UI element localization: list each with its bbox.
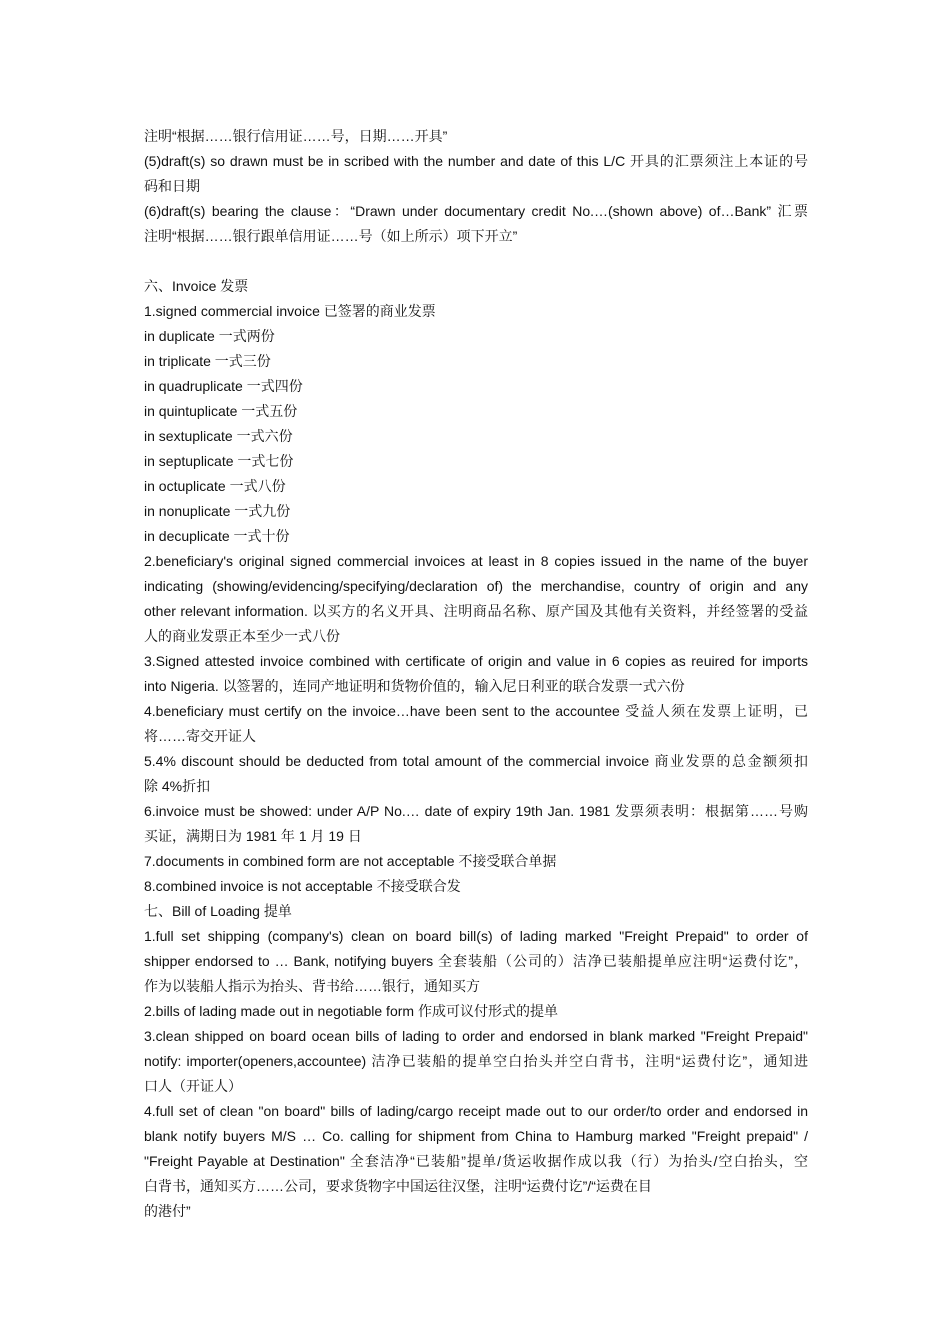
blank-line	[144, 249, 808, 274]
text-line: 2.beneficiary's original signed commercial invoices at least in 8 copies issued in the name of the buyer	[144, 553, 808, 569]
section-heading-invoice: 六、Invoice 发票	[144, 278, 249, 294]
text-line: 7.documents in combined form are not acceptable 不接受联合单据	[144, 853, 557, 869]
text-line: 码和日期	[144, 178, 200, 194]
text-line: 白背书，通知买方……公司，要求货物字中国运往汉堡，注明“运费付讫”/“运费在目	[144, 1178, 652, 1194]
list-item: in triplicate 一式三份	[144, 353, 271, 369]
text-line: 1.full set shipping (company's) clean on board bill(s) of lading marked "Freight Prepaid" to order of	[144, 928, 808, 944]
section-heading-bill-of-loading: 七、Bill of Loading 提单	[144, 903, 292, 919]
text-line: other relevant information. 以买方的名义开具、注明商品名称、原产国及其他有关资料，并经签署的受益	[144, 603, 808, 619]
text-line: 3.Signed attested invoice combined with certificate of origin and value in 6 copies as reuired for imports	[144, 653, 808, 669]
list-item: in quintuplicate 一式五份	[144, 403, 298, 419]
text-line: blank notify buyers M/S … Co. calling for shipment from China to Hamburg marked "Freight prepaid" /	[144, 1128, 808, 1144]
list-item: in duplicate 一式两份	[144, 328, 275, 344]
text-line: 注明“根据……银行信用证……号，日期……开具”	[144, 128, 448, 144]
list-item: in quadruplicate 一式四份	[144, 378, 303, 394]
text-line: "Freight Payable at Destination" 全套洁净“已装船”提单/货运收据作成以我（行）为抬头/空白抬头，空	[144, 1153, 808, 1169]
list-item: in sextuplicate 一式六份	[144, 428, 293, 444]
text-line: 的港付”	[144, 1203, 191, 1219]
text-line: 除 4%折扣	[144, 778, 211, 794]
list-item: in septuplicate 一式七份	[144, 453, 294, 469]
text-line: 6.invoice must be showed: under A/P No.… date of expiry 19th Jan. 1981 发票须表明：根据第……号购	[144, 803, 808, 819]
text-line: 5.4% discount should be deducted from total amount of the commercial invoice 商业发票的总金额须扣	[144, 753, 808, 769]
text-line: indicating (showing/evidencing/specifying/declaration of) the merchandise, country of origin and any	[144, 578, 808, 594]
text-line: 注明“根据……银行跟单信用证……号（如上所示）项下开立”	[144, 228, 518, 244]
text-line: 1.signed commercial invoice 已签署的商业发票	[144, 303, 436, 319]
text-line: notify: importer(openers,accountee) 洁净已装船的提单空白抬头并空白背书，注明“运费付讫”，通知进	[144, 1053, 808, 1069]
text-line: 作为以装船人指示为抬头、背书给……银行，通知买方	[144, 978, 480, 994]
list-item: in decuplicate 一式十份	[144, 528, 290, 544]
text-line: (6)draft(s) bearing the clause：“Drawn under documentary credit No.…(shown above) of…Bank” 汇票	[144, 203, 808, 219]
text-line: (5)draft(s) so drawn must be in scribed with the number and date of this L/C 开具的汇票须注上本证的号	[144, 153, 808, 169]
text-line: 4.beneficiary must certify on the invoice…have been sent to the accountee 受益人须在发票上证明，已	[144, 703, 808, 719]
text-line: 买证，满期日为 1981 年 1 月 19 日	[144, 828, 362, 844]
text-line: 将……寄交开证人	[144, 728, 256, 744]
text-line: 口人（开证人）	[144, 1078, 242, 1094]
text-line: into Nigeria. 以签署的，连同产地证明和货物价值的，输入尼日利亚的联合发票一式六份	[144, 678, 685, 694]
text-line: 人的商业发票正本至少一式八份	[144, 628, 340, 644]
text-line: 4.full set of clean "on board" bills of lading/cargo receipt made out to our order/to order and endorsed in	[144, 1103, 808, 1119]
text-line: 8.combined invoice is not acceptable 不接受联合发	[144, 878, 461, 894]
text-line: 3.clean shipped on board ocean bills of lading to order and endorsed in blank marked "Freight Prepaid"	[144, 1028, 808, 1044]
text-line: 2.bills of lading made out in negotiable form 作成可议付形式的提单	[144, 1003, 558, 1019]
list-item: in octuplicate 一式八份	[144, 478, 286, 494]
list-item: in nonuplicate 一式九份	[144, 503, 291, 519]
document-page	[144, 124, 808, 1224]
text-line: shipper endorsed to … Bank, notifying buyers 全套装船（公司的）洁净已装船提单应注明“运费付讫”，	[144, 953, 808, 969]
